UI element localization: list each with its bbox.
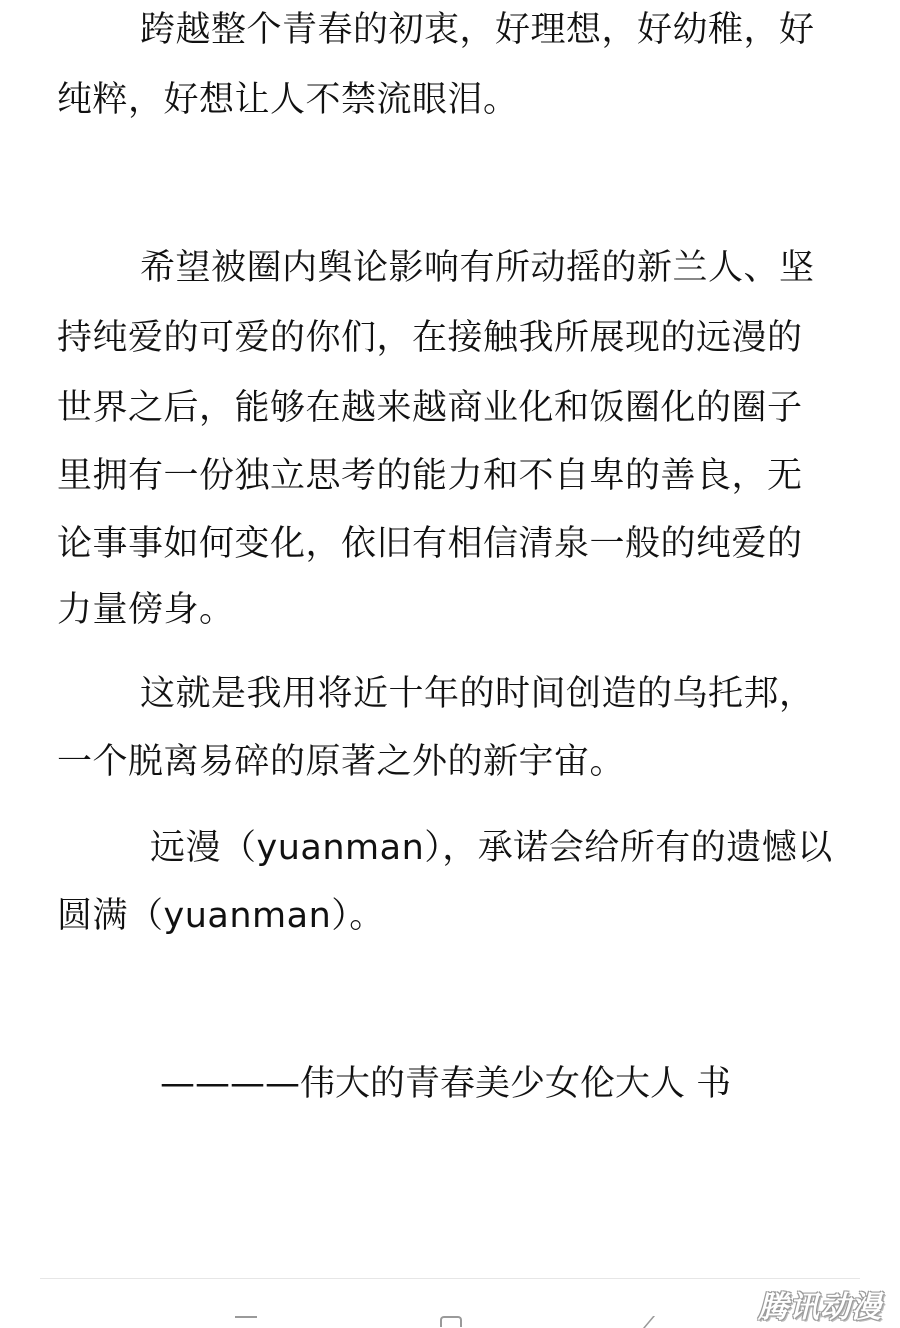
text-line: 圆满（yuanman）。 <box>57 896 385 936</box>
divider <box>40 1278 860 1279</box>
text-line: 希望被圈内舆论影响有所动摇的新兰人、坚 <box>140 248 815 288</box>
home-icon[interactable] <box>440 1316 462 1327</box>
watermark-logo: 腾讯动漫 <box>758 1290 882 1325</box>
text-line: 力量傍身。 <box>57 590 235 630</box>
text-line: 论事事如何变化，依旧有相信清泉一般的纯爱的 <box>57 524 803 564</box>
menu-icon[interactable] <box>235 1316 257 1327</box>
text-line: 这就是我用将近十年的时间创造的乌托邦， <box>140 674 815 714</box>
text-line: 跨越整个青春的初衷，好理想，好幼稚，好 <box>140 10 815 50</box>
text-line: 一个脱离易碎的原著之外的新宇宙。 <box>57 742 626 782</box>
text-line: 远漫（yuanman），承诺会给所有的遗憾以 <box>150 828 833 868</box>
signature: ————伟大的青春美少女伦大人 书 <box>160 1064 732 1104</box>
text-line: 世界之后，能够在越来越商业化和饭圈化的圈子 <box>57 388 803 428</box>
text-line: 纯粹，好想让人不禁流眼泪。 <box>57 80 519 120</box>
back-icon[interactable] <box>648 1316 662 1325</box>
text-line: 持纯爱的可爱的你们，在接触我所展现的远漫的 <box>57 318 803 358</box>
text-line: 里拥有一份独立思考的能力和不自卑的善良，无 <box>57 456 803 496</box>
